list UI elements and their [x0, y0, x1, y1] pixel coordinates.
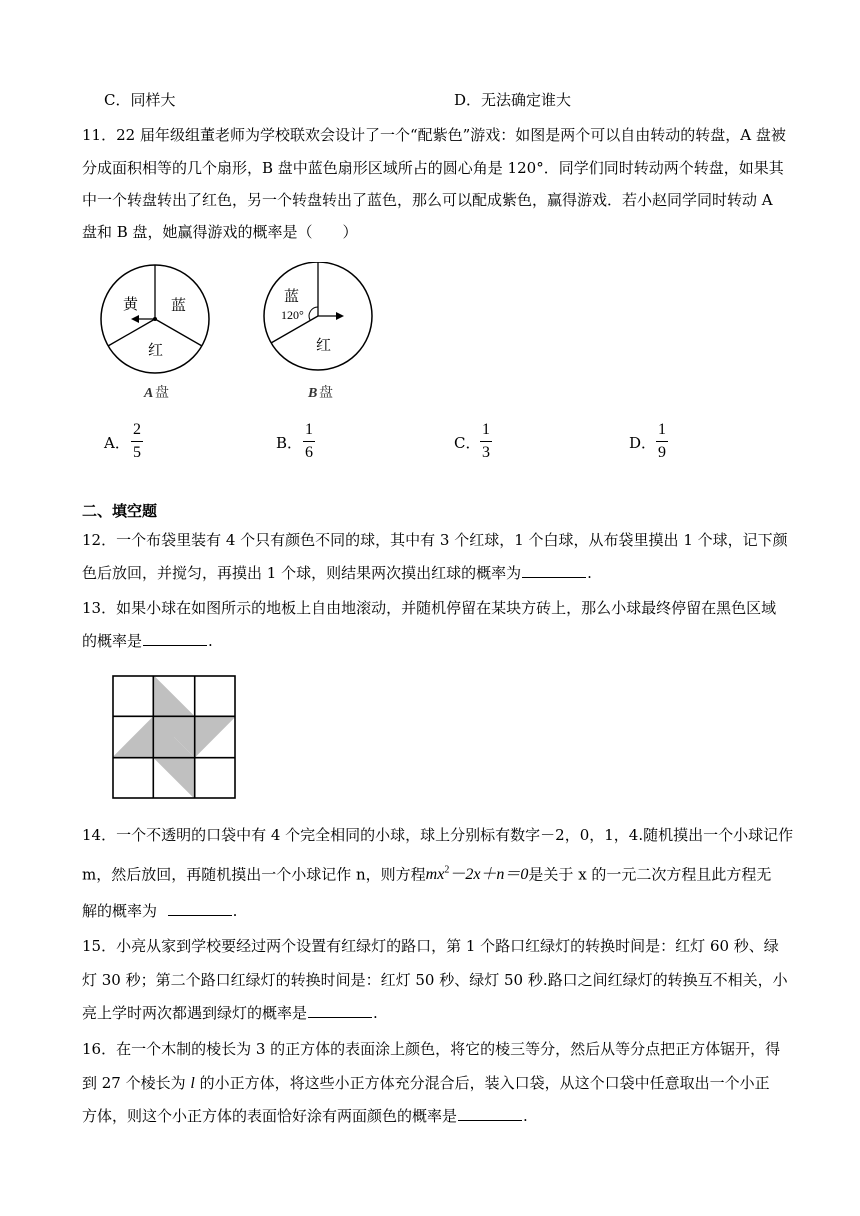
denominator: 5 — [133, 444, 141, 461]
spinner-b-caption-letter: B — [308, 386, 318, 401]
q13-end: . — [208, 632, 213, 650]
q16-line-2 — [82, 1073, 770, 1094]
q12-answer-blank[interactable] — [522, 563, 586, 578]
q14-line-3-text: 解的概率为 — [82, 902, 158, 920]
q14-line-1: 14．一个不透明的口袋中有 4 个完全相同的小球，球上分别标有数字－2，0，1，4.随机摸出一个小球记作 — [82, 826, 794, 844]
q14-eq-a: mx — [425, 866, 445, 884]
q11-option-c-letter: C． — [454, 434, 481, 452]
q13-answer-blank[interactable] — [143, 631, 207, 646]
q16-end: . — [523, 1107, 528, 1125]
q12-line-2-text: 色后放回，并搅匀，再摸出 1 个球，则结果两次摸出红球的概率为 — [82, 564, 522, 582]
spinner-a-caption-word: 盘 — [155, 385, 169, 401]
q15-answer-blank[interactable] — [308, 1003, 372, 1018]
q15-line-2: 灯 30 秒；第二个路口红绿灯的转换时间是：红灯 50 秒、绿灯 50 秒.路口之间红绿灯的转换互不相关，小 — [82, 971, 788, 989]
q11-option-d-fraction — [656, 421, 668, 462]
option-d: D．无法确定谁大 — [454, 91, 572, 109]
shaded-triangle-bottom — [153, 758, 194, 799]
q14-end: . — [232, 902, 238, 920]
spinner-a-label-blue: 蓝 — [171, 296, 187, 314]
q14-equation — [426, 866, 529, 883]
q12-line-1: 12．一个布袋里装有 4 个只有颜色不同的球，其中有 3 个红球，1 个白球，从布袋里摸出 1 个球，记下颜 — [82, 531, 788, 549]
q15-line-1: 15．小亮从家到学校要经过两个设置有红绿灯的路口，第 1 个路口红绿灯的转换时间是：红灯 60 秒、绿 — [82, 937, 779, 955]
q14-line-2a: m，然后放回，再随机摸出一个小球记作 n，则方程 — [82, 865, 426, 884]
q11-line-4: 盘和 B 盘，她赢得游戏的概率是（ ） — [82, 223, 358, 241]
q15-line-3 — [82, 1003, 378, 1023]
numerator: 1 — [658, 421, 666, 438]
section-title: 二、填空题 — [82, 502, 158, 520]
spinner-b-pointer-arrow-icon — [336, 312, 344, 320]
q16-line-1: 16．在一个木制的棱长为 3 的正方体的表面涂上颜色，将它的棱三等分，然后从等分点把正方体锯开，得 — [82, 1040, 781, 1058]
spinner-a-caption-letter: A — [144, 386, 154, 401]
spinner-b-figure — [258, 262, 388, 402]
q16-line-3-text: 方体，则这个小正方体的表面恰好涂有两面颜色的概率是 — [82, 1107, 458, 1125]
q14-eq-b: －2x＋n＝0 — [449, 866, 529, 884]
spinner-b-label-red: 红 — [316, 336, 332, 354]
spinner-b-label-blue: 蓝 — [284, 287, 300, 305]
numerator: 1 — [305, 421, 313, 438]
spinner-b-label-angle: 120° — [281, 308, 304, 322]
denominator: 3 — [482, 444, 490, 461]
denominator: 6 — [305, 444, 313, 461]
q12-line-2 — [82, 563, 592, 583]
spinner-a-center — [153, 317, 157, 321]
q11-option-a-fraction — [131, 421, 143, 462]
numerator: 1 — [482, 421, 490, 438]
q12-end: . — [587, 564, 592, 582]
q14-line-3 — [82, 901, 237, 921]
q11-option-b-letter: B． — [276, 434, 303, 452]
denominator: 9 — [658, 444, 666, 461]
numerator: 2 — [133, 421, 141, 438]
q13-line-2 — [82, 631, 213, 651]
q11-option-c-fraction — [480, 421, 492, 462]
q14-line-2 — [82, 861, 771, 885]
q11-line-3: 中一个转盘转出了红色，另一个转盘转出了蓝色，那么可以配成紫色，赢得游戏．若小赵同学同时转动 A — [82, 191, 773, 209]
q13-line-2-text: 的概率是 — [82, 632, 143, 650]
q11-option-b-fraction — [303, 421, 315, 462]
spinner-a-label-red: 红 — [148, 341, 164, 359]
spinner-b-caption-word: 盘 — [319, 385, 333, 401]
spinner-a-figure — [95, 262, 225, 402]
q16-answer-blank[interactable] — [458, 1106, 522, 1121]
q11-option-d-letter: D． — [629, 434, 657, 452]
q16-line-2a: 到 27 个棱长为 — [82, 1074, 186, 1092]
q16-line-2b: 的小正方体，将这些小正方体充分混合后，装入口袋，从这个口袋中任意取出一个小正 — [199, 1074, 770, 1092]
q16-variable: l — [190, 1075, 195, 1092]
spinner-a-pointer-arrow-icon — [131, 315, 139, 323]
q13-line-1: 13．如果小球在如图所示的地板上自由地滚动，并随机停留在某块方砖上，那么小球最终停留在黑色区域 — [82, 599, 777, 617]
q14-answer-blank[interactable] — [168, 901, 232, 916]
q11-line-2: 分成面积相等的几个扇形，B 盘中蓝色扇形区域所占的圆心角是 120°．同学们同时转动两个转盘，如果其 — [82, 159, 784, 177]
q15-end: . — [373, 1004, 378, 1022]
q11-line-1: 11．22 届年级组董老师为学校联欢会设计了一个“配紫色”游戏：如图是两个可以自由转动的转盘，A 盘被 — [82, 126, 786, 144]
q14-eq-exp: 2 — [444, 865, 450, 876]
spinner-a-label-yellow: 黄 — [123, 295, 139, 313]
q14-line-2b: 是关于 x 的一元二次方程且此方程无 — [528, 865, 772, 884]
q16-line-3 — [82, 1106, 528, 1126]
q15-line-3-text: 亮上学时两次都遇到绿灯的概率是 — [82, 1004, 308, 1022]
q11-option-a-letter: A． — [104, 434, 130, 452]
tile-grid-figure — [112, 675, 237, 800]
option-c: C．同样大 — [104, 91, 176, 109]
